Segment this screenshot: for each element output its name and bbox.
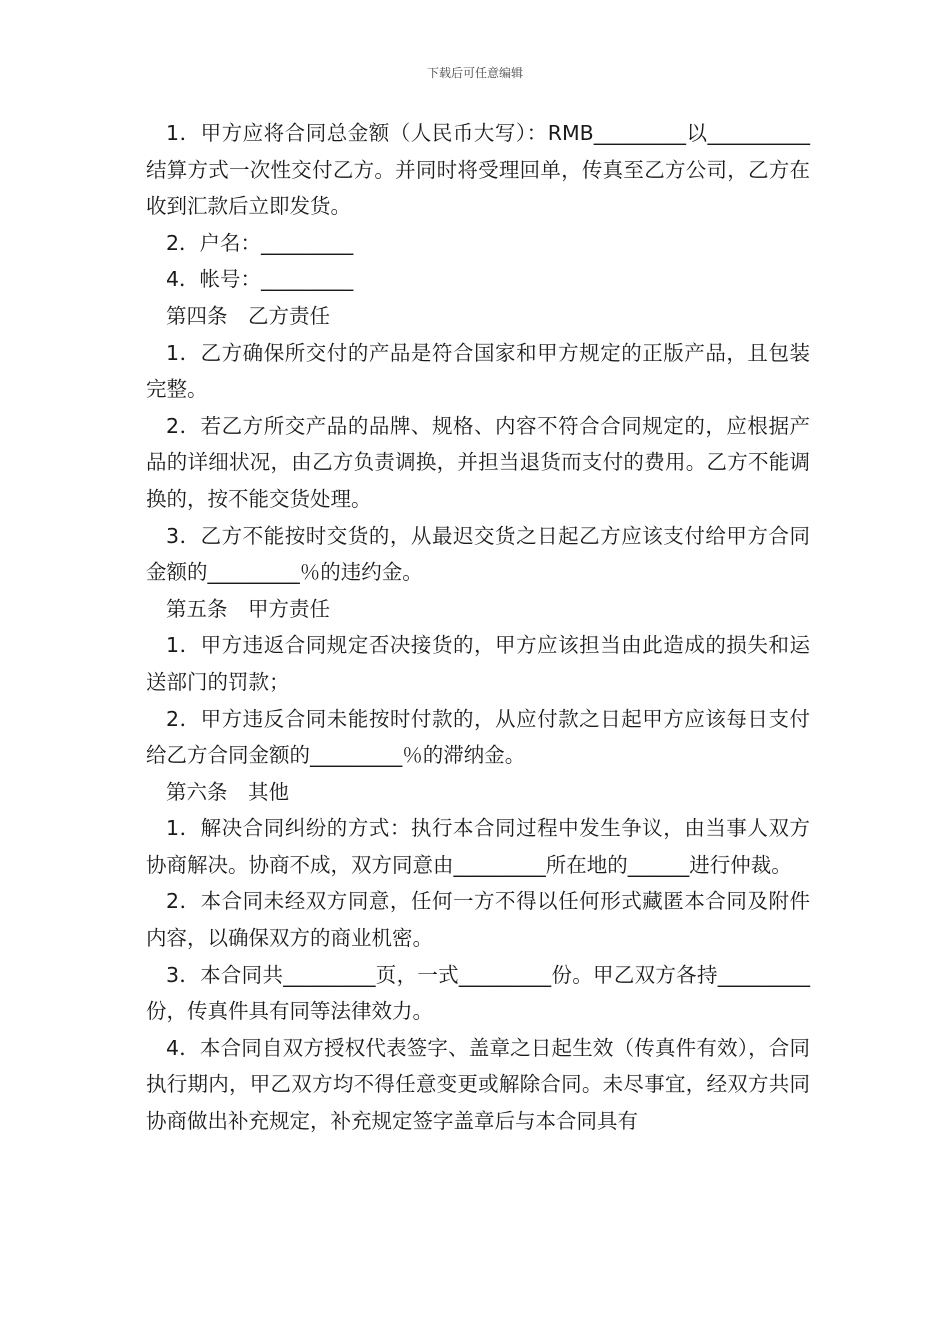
clause-4-1: 1．乙方确保所交付的产品是符合国家和甲方规定的正版产品，且包装完整。 (146, 340, 810, 402)
article-4-heading: 第四条 乙方责任 (166, 303, 330, 328)
clause-account-name: 2．户名：_________ (166, 230, 354, 255)
clause-6-3: 3．本合同共_________页，一式_________份。甲乙双方各持_________份，传真件具有同等法律效力。 (146, 962, 810, 1024)
clause-account-number: 4．帐号：_________ (166, 267, 354, 292)
clause-4-3: 3．乙方不能按时交货的，从最迟交货之日起乙方应该支付给甲方合同金额的_________％的违约金。 (146, 523, 810, 585)
page-header: 下载后可任意编辑 (426, 66, 523, 80)
clause-6-1: 1．解决合同纠纷的方式：执行本合同过程中发生争议，由当事人双方协商解决。协商不成，双方同意由_________所在地的______进行仲裁。 (146, 816, 810, 877)
article-5-heading: 第五条 甲方责任 (166, 596, 330, 621)
clause-6-4: 4．本合同自双方授权代表签字、盖章之日起生效（传真件有效），合同执行期内，甲乙双方均不得任意变更或解除合同。未尽事宜，经双方共同协商做出补充规定，补充规定签字盖章后与本合同具有 (146, 1035, 810, 1134)
clause-6-2: 2．本合同未经双方同意，任何一方不得以任何形式藏匿本合同及附件内容，以确保双方的商业机密。 (146, 889, 810, 951)
document-body (146, 115, 810, 1140)
clause-payment-total: 1．甲方应将合同总金额（人民币大写）：RMB_________以__________结算方式一次性交付乙方。并同时将受理回单，传真至乙方公司，乙方在收到汇款后立即发货。 (146, 121, 810, 219)
article-6-heading: 第六条 其他 (166, 779, 289, 804)
clause-5-2: 2．甲方违反合同未能按时付款的，从应付款之日起甲方应该每日支付给乙方合同金额的_________％的滞纳金。 (146, 706, 810, 768)
clause-5-1: 1．甲方违返合同规定否决接货的，甲方应该担当由此造成的损失和运送部门的罚款； (146, 633, 810, 694)
clause-4-2: 2．若乙方所交产品的品牌、规格、内容不符合合同规定的，应根据产品的详细状况，由乙方负责调换，并担当退货而支付的费用。乙方不能调换的，按不能交货处理。 (146, 413, 810, 511)
